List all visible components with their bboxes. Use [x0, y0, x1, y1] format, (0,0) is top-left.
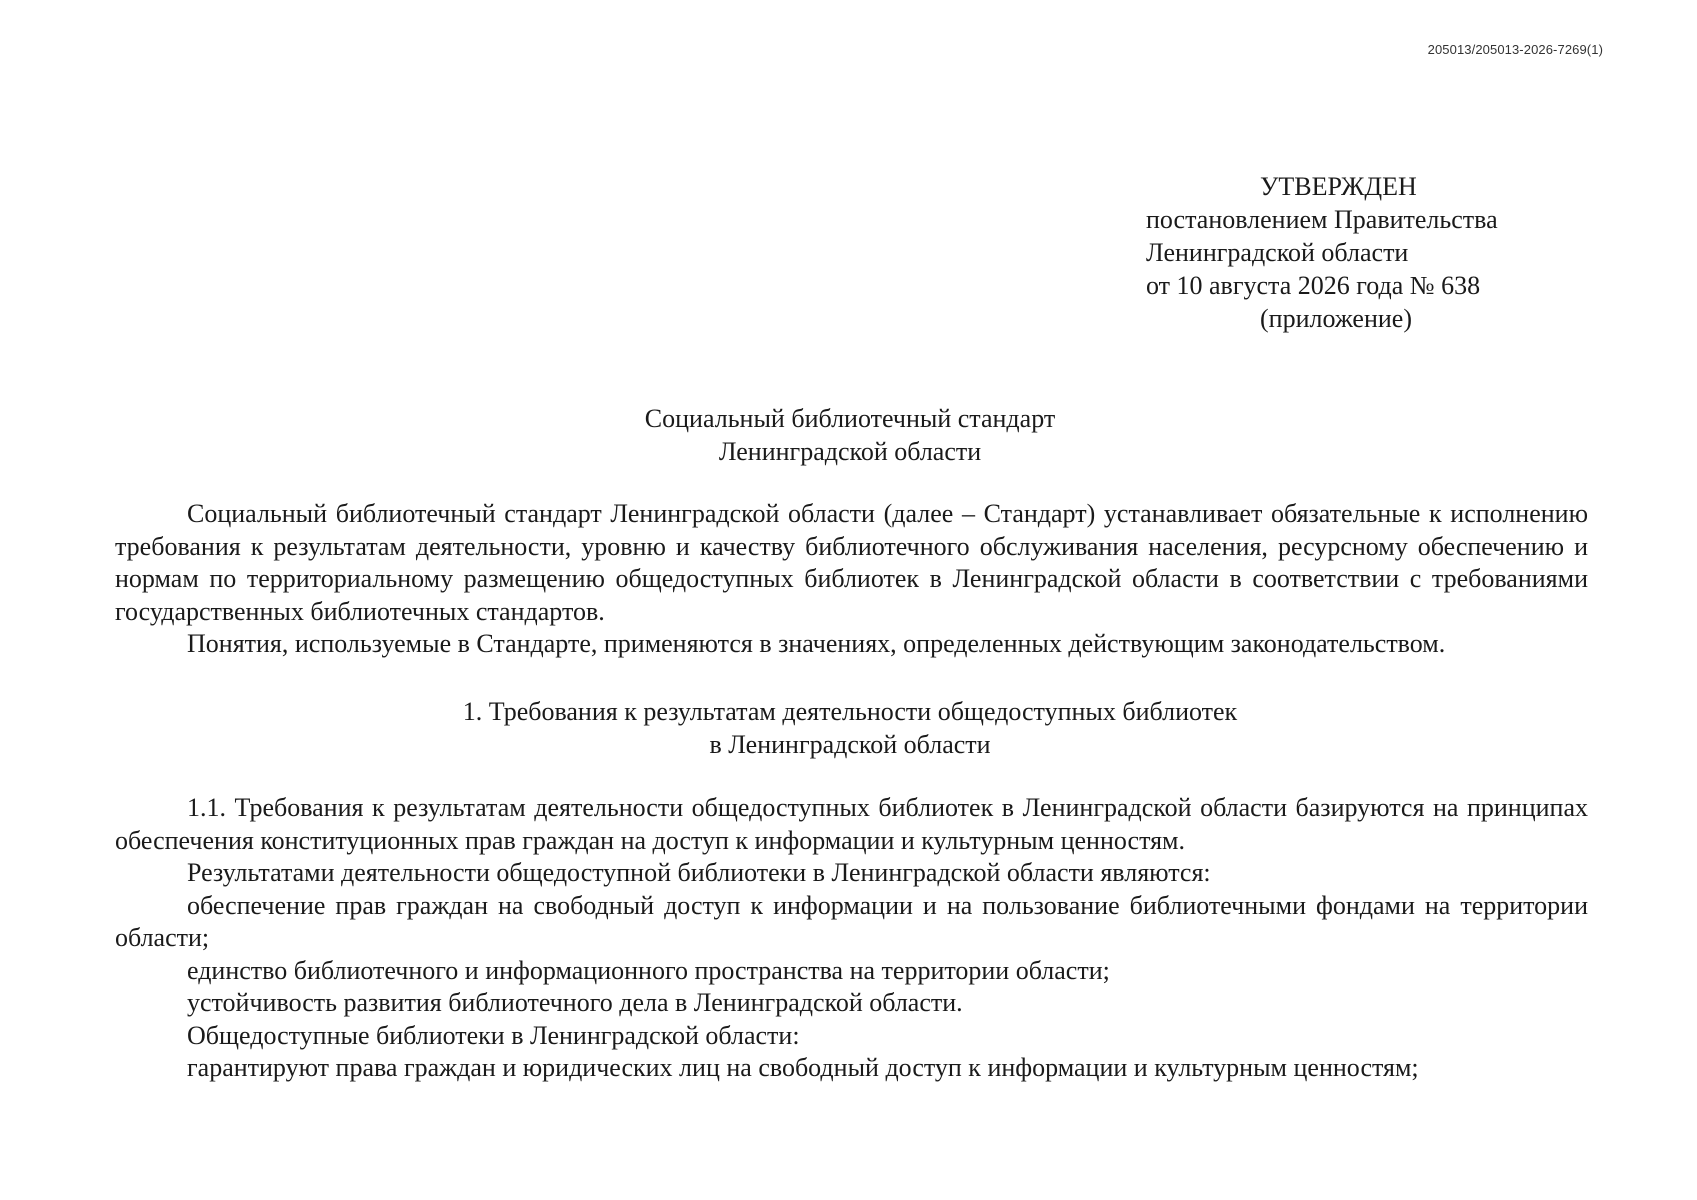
paragraph: Общедоступные библиотеки в Ленинградской области:: [187, 1020, 800, 1050]
intro-section: [115, 498, 1588, 661]
approval-line: от 10 августа 2026 года № 638: [1146, 271, 1481, 300]
document-title-line: Ленинградской области: [718, 437, 982, 466]
section-body: [115, 792, 1588, 1085]
paragraph: 1.1. Требования к результатам деятельности общедоступных библиотек в Ленинградской области базируются на принципах обеспечения конституционных прав граждан на доступ к информации и культурным ценностям.: [115, 793, 1588, 855]
section-heading-line: в Ленинградской области: [709, 730, 991, 759]
paragraph: Понятия, используемые в Стандарте, применяются в значениях, определенных действующим законодательством.: [187, 629, 1446, 658]
paragraph: единство библиотечного и информационного пространства на территории области;: [187, 955, 1110, 985]
paragraph: обеспечение прав граждан на свободный доступ к информации и на пользование библиотечными фондами на территории области;: [115, 890, 1588, 952]
paragraph: Результатами деятельности общедоступной библиотеки в Ленинградской области являются:: [187, 858, 1211, 887]
document-title-line: Социальный библиотечный стандарт: [644, 404, 1056, 433]
approval-stamp-block: [1146, 170, 1566, 335]
section-heading: [0, 695, 1520, 761]
document-registration-number: 205013/205013-2026-7269(1): [1427, 42, 1603, 57]
approval-title: УТВЕРЖДЕН: [1260, 172, 1417, 201]
approval-annex: (приложение): [1260, 304, 1413, 333]
paragraph: гарантируют права граждан и юридических лиц на свободный доступ к информации и культурным ценностям;: [187, 1053, 1419, 1082]
approval-line: Ленинградской области: [1146, 238, 1409, 267]
paragraph: Социальный библиотечный стандарт Ленинградской области (далее – Стандарт) устанавливает обязательные к исполнению требования к результатам деятельности, уровню и качеству библиотечного обслуживания населения, ресурсному обеспечению и нормам по территориальному размещению общедоступных библиотек в Ленинградской области в соответствии с требованиями государственных библиотечных стандартов.: [115, 499, 1588, 626]
paragraph: устойчивость развития библиотечного дела в Ленинградской области.: [187, 988, 963, 1017]
document-title: [0, 402, 1520, 468]
section-heading-line: 1. Требования к результатам деятельности общедоступных библиотек: [462, 697, 1238, 726]
approval-line: постановлением Правительства: [1146, 205, 1498, 234]
